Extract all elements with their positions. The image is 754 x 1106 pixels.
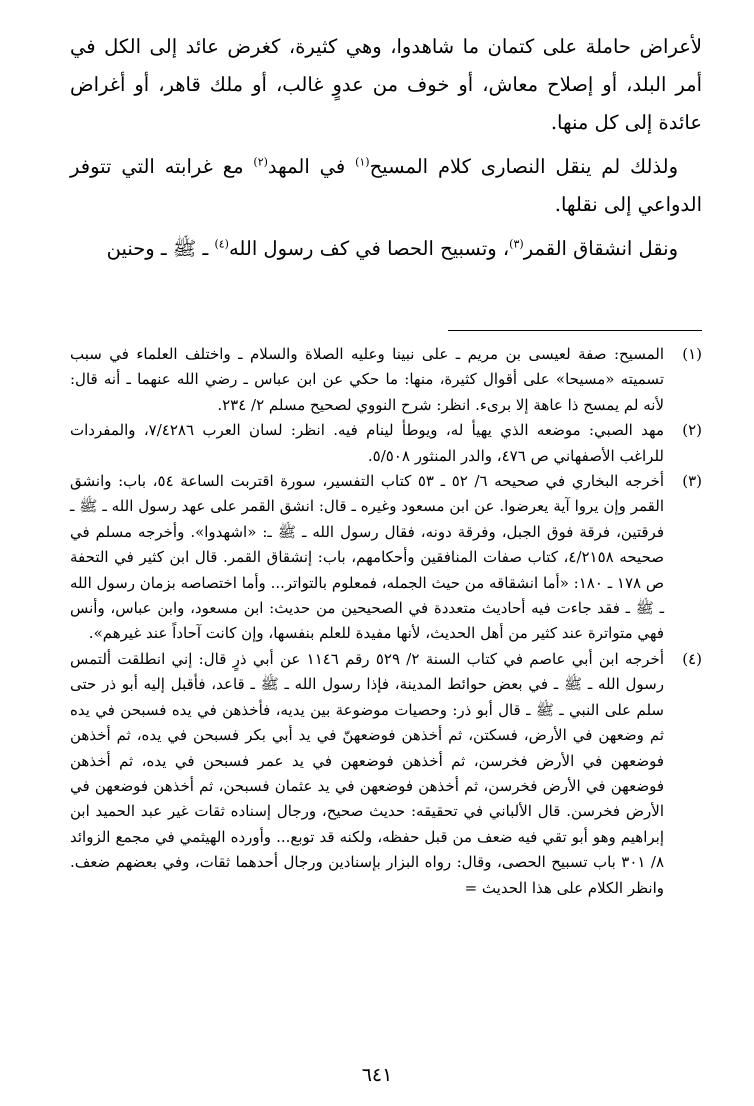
- footnote-1: [70, 342, 702, 418]
- main-paragraph-2: ولذلك لم ينقل النصارى كلام المسيح$^{(١)}$ في المهد$^{(٢)}$ مع غرابته التي تتوفر الدواعي إلى نقلها.: [70, 155, 702, 216]
- footnote-text: أخرجه البخاري في صحيحه ٦/ ٥٢ ـ ٥٣ كتاب التفسير، سورة اقتربت الساعة ٥٤، باب: وانشق القمر وإن يروا آية يعرضوا. عن ابن مسعود وغيره ـ قال: انشق القمر على عهد رسول الله ـ ﷺ ـ فرقتين، فرقة فوق الجبل، وفرقة دونه، فقال رسول الله ـ ﷺ ـ: «اشهدوا». وأخرجه مسلم في صحيحه ٤/٢١٥٨، كتاب صفات المنافقين وأحكامهم، باب: إنشقاق القمر. قال ابن كثير في التحفة ص ١٧٨ ـ ١٨٠: «أما انشقاقه من حيث الجمله، فمعلوم بالتواتر... وأما اختصاصه بزمان رسول الله ـ ﷺ ـ فقد جاءت فيه أحاديث متعددة في الصحيحين من حديث: ابن مسعود، وابن عباس، وأنس فهي متواترة عند كثير من أهل الحديث، لأنها مفيدة للعلم بنفسها، وإن كانت آحاداً عند غيرهم».: [70, 472, 665, 643]
- footnote-number: (٣): [682, 472, 702, 491]
- footnotes: [70, 342, 702, 901]
- footnote-2: [70, 418, 702, 469]
- main-paragraph-1: لأعراض حاملة على كتمان ما شاهدوا، وهي كثيرة، كغرض عائد إلى الكل في أمر البلد، أو إصلاح معاش، أو خوف من عدوٍ غالب، أو ملك قاهر، أو أغراض عائدة إلى كل منها.: [70, 35, 702, 134]
- footnote-number: (٢): [682, 421, 702, 440]
- footnote-ref-1[interactable]: (١): [355, 155, 370, 169]
- footnote-number: (٤): [682, 649, 702, 668]
- footnote-ref-3[interactable]: (٣): [509, 237, 524, 251]
- footnote-text: أخرجه ابن أبي عاصم في كتاب السنة ٢/ ٥٢٩ رقم ١١٤٦ عن أبي ذرٍ قال: إني انطلقت ألتمس رسول الله ـ ﷺ ـ في بعض حوائط المدينة، فإذا رسول الله ـ ﷺ ـ قاعد، فأقبل إليه أبو ذر حتى سلم على النبي ـ ﷺ ـ قال أبو ذر: وحصيات موضوعة بين يديه، فأخذهن في يده فسبحن في يده ثم وضعهن في الأرض، فسكتن، ثم أخذهن فوضعهنّ في يد أبي بكر فسبحن في يده، ثم أخذهن فوضعهن في الأرض فخرسن، ثم أخذهن فوضعهن في يد عمر فسبحن في يده، ثم أخذهن فوضعهن في الأرض فخرسن، ثم أخذهن فوضعهن في يد عثمان فسبحن، ثم أخذهن فوضعهن في الأرض فخرسن. قال الألباني في تحقيقه: حديث صحيح، ورجال إسناده ثقات غير عبد الحميد ابن إبراهيم وهو أبو تقي فيه ضعف من قبل حفظه، ولكنه قد توبع... وأورده الهيثمي في مجمع الزوائد ٨/ ٣٠١ باب تسبيح الحصى، وقال: رواه البزار بإسنادين ورجال أحدهما ثقات، وفي بعضهم ضعف. وانظر الكلام على هذا الحديث =: [70, 649, 664, 897]
- footnote-text: مهد الصبي: موضعه الذي يهيأ له، ويوطأ لينام فيه. انظر: لسان العرب ٧/٤٢٨٦، والمفردات للراغب الأصفهاني ص ٤٧٦، والدر المنثور ٥/٥٠٨.: [70, 421, 664, 465]
- footnote-ref-2[interactable]: (٢): [253, 155, 268, 169]
- main-paragraph-3: ونقل انشقاق القمر$^{(٣)}$، وتسبيح الحصا في كف رسول الله$^{(٤)}$ ـ ﷺ ـ وحنين: [106, 237, 678, 260]
- footnote-ref-4[interactable]: (٤): [214, 237, 229, 251]
- footnote-number: (١): [682, 345, 702, 363]
- page-number: ٦٤١: [361, 1064, 393, 1086]
- footnote-3: [70, 469, 702, 647]
- main-text: [70, 28, 702, 268]
- footnote-separator: [448, 330, 702, 331]
- footnote-text: المسيح: صفة لعيسى بن مريم ـ على نبينا وعليه الصلاة والسلام ـ واختلف العلماء في سبب تسميته «مسيحا» على أقوال كثيرة، منها: ما حكي عن ابن عباس ـ رضي الله عنهما ـ أنه قال: لأنه لم يمسح ذا عاهة إلا برىء. انظر: شرح النووي لصحيح مسلم ٢/ ٢٣٤.: [70, 345, 664, 414]
- footnote-4: [70, 647, 702, 901]
